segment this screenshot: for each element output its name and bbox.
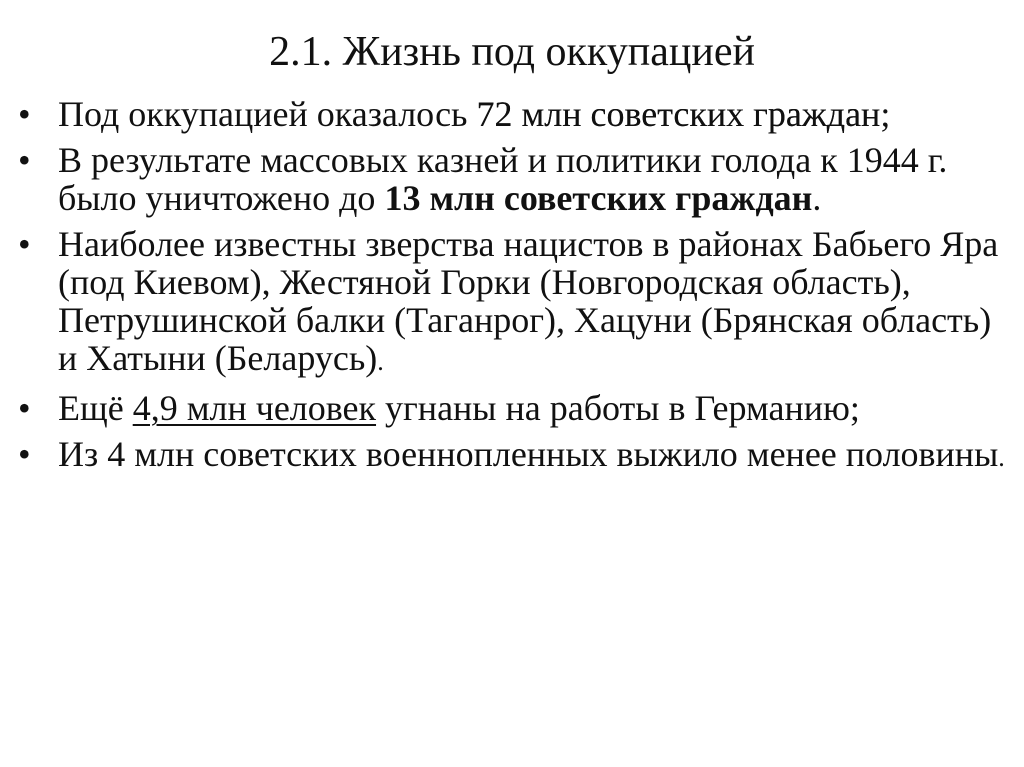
bullet-text: .: [812, 178, 822, 218]
bullet-text: ;: [880, 94, 891, 134]
slide-title: 2.1. Жизнь под оккупацией: [269, 29, 755, 75]
bullet-text: .: [377, 347, 384, 376]
bullet-text: В результате массовых казней и политики голода к 1944 г. было уничтожено до: [58, 140, 948, 218]
bullet-text: Наиболее известны зверства нацистов в районах Бабьего Яра (под Киевом), Жестяной Горки (Новгородская область), Петрушинской балки (Таганрог), Хацуни (Брянская область) и Хатыни (Беларусь): [58, 224, 999, 378]
bullet-item: [18, 435, 1008, 477]
underlined-text: 4,9 млн человек: [132, 388, 377, 428]
bullet-item: [18, 389, 1008, 427]
bullet-text: угнаны на работы в Германию;: [376, 388, 860, 428]
bullet-dot-icon: •: [18, 434, 31, 474]
bullet-dot-icon: •: [18, 140, 31, 180]
bullet-item: [18, 95, 1008, 133]
bullet-dot-icon: •: [18, 388, 31, 428]
bullet-text: Ещё: [58, 388, 133, 428]
bullet-dot-icon: •: [18, 224, 31, 264]
bold-text: 13 млн советских граждан: [384, 178, 813, 218]
bullet-item: [18, 141, 1008, 217]
bullet-text: .: [998, 443, 1005, 472]
emphasis-text: 72 млн советских граждан: [476, 94, 881, 134]
bullet-item: [18, 225, 1008, 381]
bullet-dot-icon: •: [18, 94, 31, 134]
bullet-text: Из 4 млн советских военнопленных выжило менее половины: [58, 434, 999, 474]
bullet-text: Под оккупацией оказалось: [58, 94, 477, 134]
bullet-list: [18, 95, 1008, 485]
